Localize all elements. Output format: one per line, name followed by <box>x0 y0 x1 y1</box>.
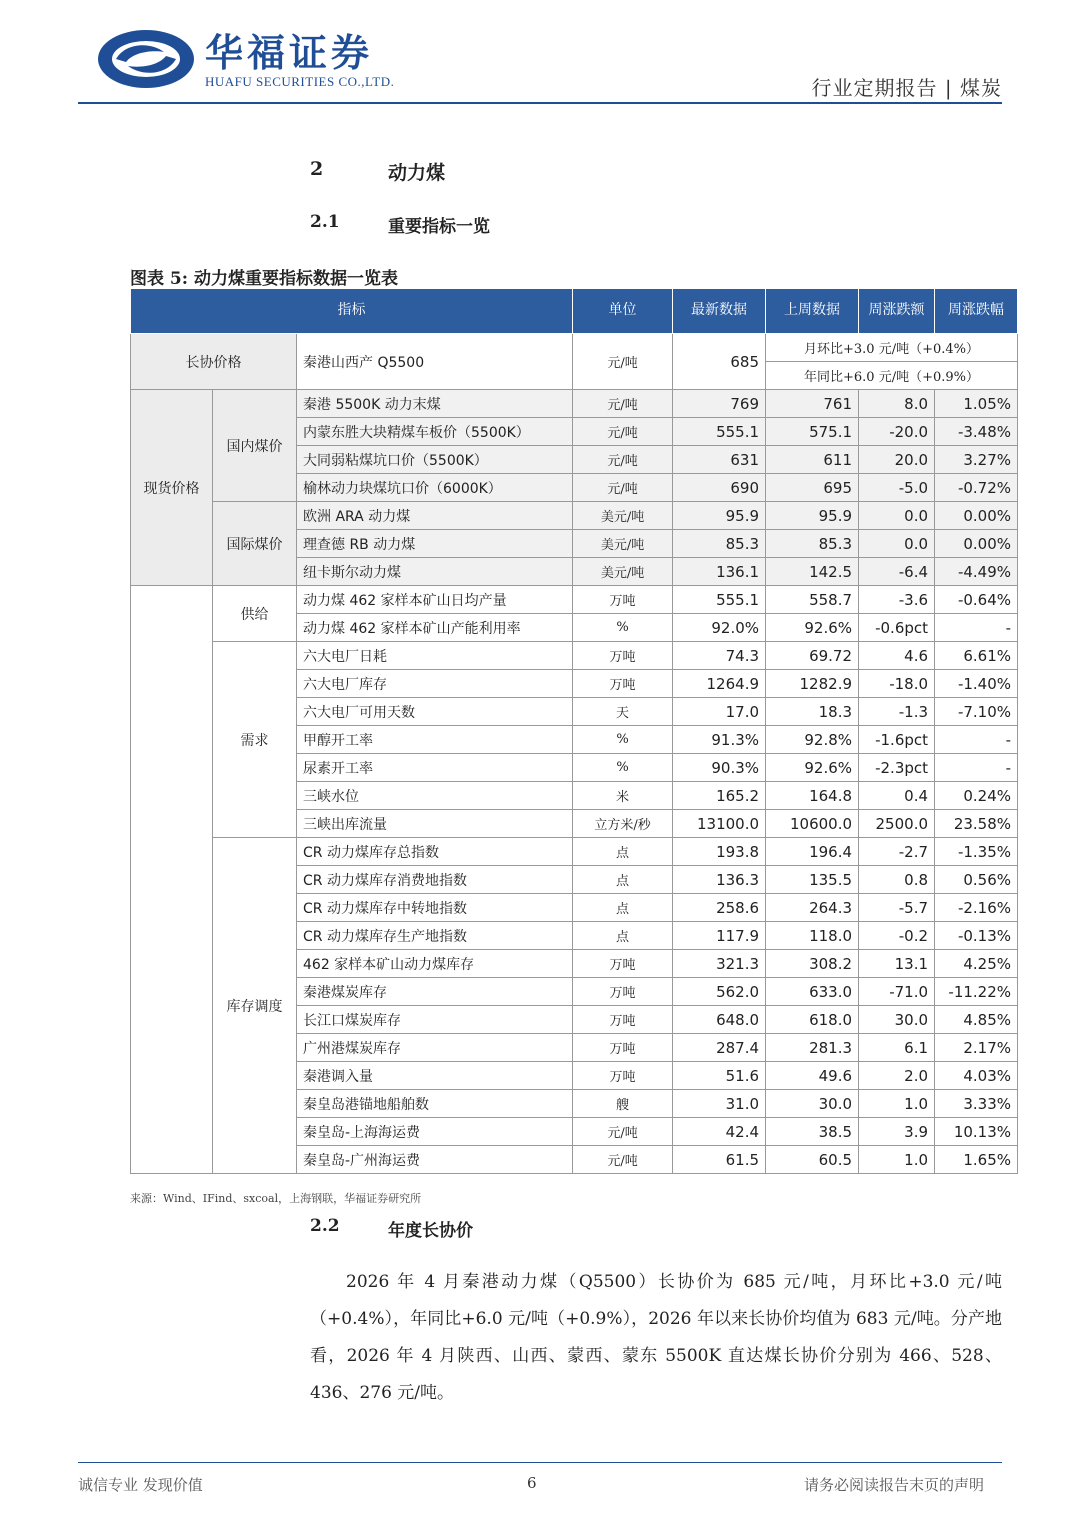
row-latest: 631 <box>673 446 766 474</box>
row-unit: 万吨 <box>573 978 673 1006</box>
row-change: 0.4 <box>859 782 935 810</box>
long-term-mom: 月环比+3.0 元/吨（+0.4%） <box>766 334 1018 362</box>
row-latest: 165.2 <box>673 782 766 810</box>
row-pct: -7.10% <box>935 698 1018 726</box>
long-term-unit: 元/吨 <box>573 334 673 390</box>
table-caption: 图表 5: 动力煤重要指标数据一览表 <box>130 269 398 289</box>
row-change: -1.6pct <box>859 726 935 754</box>
row-pct: -2.16% <box>935 894 1018 922</box>
row-change: 6.1 <box>859 1034 935 1062</box>
row-pct: - <box>935 726 1018 754</box>
row-unit: 万吨 <box>573 1062 673 1090</box>
row-pct: 0.00% <box>935 502 1018 530</box>
row-unit: 元/吨 <box>573 446 673 474</box>
row-unit: % <box>573 754 673 782</box>
row-name: 六大电厂可用天数 <box>297 698 573 726</box>
row-change: 1.0 <box>859 1090 935 1118</box>
row-name: 长江口煤炭库存 <box>297 1006 573 1034</box>
row-change: -0.2 <box>859 922 935 950</box>
row-latest: 117.9 <box>673 922 766 950</box>
header-divider <box>78 102 1002 104</box>
row-pct: 3.27% <box>935 446 1018 474</box>
section-2-1-number: 2.1 <box>310 212 340 232</box>
category-spot-price: 现货价格 <box>131 390 213 586</box>
page-header <box>0 0 1080 110</box>
row-unit: 美元/吨 <box>573 558 673 586</box>
long-term-yoy: 年同比+6.0 元/吨（+0.9%） <box>766 362 1018 390</box>
row-latest: 321.3 <box>673 950 766 978</box>
row-unit: 美元/吨 <box>573 502 673 530</box>
row-prev: 10600.0 <box>766 810 859 838</box>
row-name: 纽卡斯尔动力煤 <box>297 558 573 586</box>
row-prev: 38.5 <box>766 1118 859 1146</box>
row-pct: 0.24% <box>935 782 1018 810</box>
row-unit: 元/吨 <box>573 1118 673 1146</box>
table-row <box>131 642 1018 670</box>
row-pct: -0.13% <box>935 922 1018 950</box>
row-pct: 4.85% <box>935 1006 1018 1034</box>
row-prev: 118.0 <box>766 922 859 950</box>
row-name: 秦港 5500K 动力末煤 <box>297 390 573 418</box>
row-latest: 42.4 <box>673 1118 766 1146</box>
subcategory-international: 国际煤价 <box>213 502 297 586</box>
row-name: 大同弱粘煤坑口价（5500K） <box>297 446 573 474</box>
row-change: -5.7 <box>859 894 935 922</box>
logo-cn-text: 华福证券 <box>205 31 374 75</box>
row-prev: 281.3 <box>766 1034 859 1062</box>
row-unit: 万吨 <box>573 642 673 670</box>
row-prev: 308.2 <box>766 950 859 978</box>
category-blank <box>131 586 213 1174</box>
row-change: 0.0 <box>859 530 935 558</box>
row-change: -71.0 <box>859 978 935 1006</box>
row-pct: 0.00% <box>935 530 1018 558</box>
row-name: 内蒙东胜大块精煤车板价（5500K） <box>297 418 573 446</box>
table-header-row <box>131 289 1018 334</box>
row-unit: 万吨 <box>573 950 673 978</box>
row-change: -3.6 <box>859 586 935 614</box>
row-name: CR 动力煤库存总指数 <box>297 838 573 866</box>
source-note: 来源：Wind、IFind、sxcoal，上海钢联，华福证券研究所 <box>130 1192 422 1205</box>
row-unit: 万吨 <box>573 1006 673 1034</box>
row-latest: 136.3 <box>673 866 766 894</box>
row-prev: 1282.9 <box>766 670 859 698</box>
row-name: 欧洲 ARA 动力煤 <box>297 502 573 530</box>
row-pct: 1.65% <box>935 1146 1018 1174</box>
row-change: -0.6pct <box>859 614 935 642</box>
row-prev: 618.0 <box>766 1006 859 1034</box>
row-change: 4.6 <box>859 642 935 670</box>
row-change: 30.0 <box>859 1006 935 1034</box>
row-latest: 193.8 <box>673 838 766 866</box>
subcategory-inventory: 库存调度 <box>213 838 297 1174</box>
footer-divider <box>78 1462 1002 1463</box>
row-latest: 1264.9 <box>673 670 766 698</box>
row-unit: 元/吨 <box>573 1146 673 1174</box>
indicator-table <box>130 288 1018 1174</box>
row-unit: 点 <box>573 866 673 894</box>
row-name: CR 动力煤库存生产地指数 <box>297 922 573 950</box>
table-row <box>131 838 1018 866</box>
row-prev: 92.6% <box>766 614 859 642</box>
row-prev: 761 <box>766 390 859 418</box>
row-prev: 264.3 <box>766 894 859 922</box>
row-name: 三峡出库流量 <box>297 810 573 838</box>
row-unit: 天 <box>573 698 673 726</box>
row-pct: -11.22% <box>935 978 1018 1006</box>
row-latest: 91.3% <box>673 726 766 754</box>
row-change: 2500.0 <box>859 810 935 838</box>
footer-disclaimer: 请务必阅读报告末页的声明 <box>803 1476 984 1494</box>
row-latest: 17.0 <box>673 698 766 726</box>
row-pct: 0.56% <box>935 866 1018 894</box>
row-name: 462 家样本矿山动力煤库存 <box>297 950 573 978</box>
row-pct: - <box>935 614 1018 642</box>
row-change: 3.9 <box>859 1118 935 1146</box>
table-row <box>131 502 1018 530</box>
row-change: 1.0 <box>859 1146 935 1174</box>
row-latest: 92.0% <box>673 614 766 642</box>
row-name: CR 动力煤库存中转地指数 <box>297 894 573 922</box>
row-unit: 万吨 <box>573 586 673 614</box>
row-unit: 立方米/秒 <box>573 810 673 838</box>
row-name: 秦皇岛港锚地船舶数 <box>297 1090 573 1118</box>
row-pct: -0.64% <box>935 586 1018 614</box>
row-name: 广州港煤炭库存 <box>297 1034 573 1062</box>
row-prev: 92.8% <box>766 726 859 754</box>
row-prev: 18.3 <box>766 698 859 726</box>
logo-en-text: HUAFU SECURITIES CO.,LTD. <box>205 74 395 89</box>
row-change: 8.0 <box>859 390 935 418</box>
row-name: CR 动力煤库存消费地指数 <box>297 866 573 894</box>
row-name: 尿素开工率 <box>297 754 573 782</box>
row-change: -5.0 <box>859 474 935 502</box>
row-prev: 196.4 <box>766 838 859 866</box>
row-unit: % <box>573 614 673 642</box>
row-prev: 558.7 <box>766 586 859 614</box>
row-latest: 287.4 <box>673 1034 766 1062</box>
header-pct: 周涨跌幅 <box>935 289 1018 334</box>
row-name: 秦皇岛-广州海运费 <box>297 1146 573 1174</box>
row-prev: 69.72 <box>766 642 859 670</box>
row-latest: 51.6 <box>673 1062 766 1090</box>
row-pct: 6.61% <box>935 642 1018 670</box>
row-prev: 30.0 <box>766 1090 859 1118</box>
row-latest: 648.0 <box>673 1006 766 1034</box>
footer-slogan: 诚信专业 发现价值 <box>78 1476 203 1494</box>
row-prev: 92.6% <box>766 754 859 782</box>
category-long-term: 长协价格 <box>131 334 297 390</box>
table-row <box>131 334 1018 362</box>
row-prev: 95.9 <box>766 502 859 530</box>
row-name: 六大电厂库存 <box>297 670 573 698</box>
row-latest: 136.1 <box>673 558 766 586</box>
row-prev: 611 <box>766 446 859 474</box>
row-name: 甲醇开工率 <box>297 726 573 754</box>
subcategory-demand: 需求 <box>213 642 297 838</box>
row-latest: 555.1 <box>673 418 766 446</box>
table-row <box>131 586 1018 614</box>
row-unit: 元/吨 <box>573 474 673 502</box>
row-change: -20.0 <box>859 418 935 446</box>
row-latest: 258.6 <box>673 894 766 922</box>
row-name: 动力煤 462 家样本矿山日均产量 <box>297 586 573 614</box>
row-pct: 3.33% <box>935 1090 1018 1118</box>
row-prev: 695 <box>766 474 859 502</box>
row-name: 榆林动力块煤坑口价（6000K） <box>297 474 573 502</box>
page-number: 6 <box>527 1474 537 1492</box>
row-unit: 点 <box>573 838 673 866</box>
row-latest: 74.3 <box>673 642 766 670</box>
row-pct: 2.17% <box>935 1034 1018 1062</box>
long-term-latest: 685 <box>673 334 766 390</box>
row-unit: 美元/吨 <box>573 530 673 558</box>
row-prev: 164.8 <box>766 782 859 810</box>
row-prev: 633.0 <box>766 978 859 1006</box>
report-type: 行业定期报告 | 煤炭 <box>811 76 1002 100</box>
subcategory-supply: 供给 <box>213 586 297 642</box>
header-latest: 最新数据 <box>673 289 766 334</box>
row-prev: 142.5 <box>766 558 859 586</box>
row-pct: -4.49% <box>935 558 1018 586</box>
section-2-2-number: 2.2 <box>310 1216 340 1236</box>
row-change: -2.3pct <box>859 754 935 782</box>
row-name: 秦港调入量 <box>297 1062 573 1090</box>
huafu-logo-icon <box>96 28 196 90</box>
row-pct: 4.03% <box>935 1062 1018 1090</box>
row-latest: 31.0 <box>673 1090 766 1118</box>
row-unit: 艘 <box>573 1090 673 1118</box>
row-prev: 135.5 <box>766 866 859 894</box>
row-pct: -3.48% <box>935 418 1018 446</box>
header-unit: 单位 <box>573 289 673 334</box>
subcategory-domestic: 国内煤价 <box>213 390 297 502</box>
row-latest: 562.0 <box>673 978 766 1006</box>
row-unit: 点 <box>573 922 673 950</box>
row-latest: 690 <box>673 474 766 502</box>
row-change: -2.7 <box>859 838 935 866</box>
row-name: 动力煤 462 家样本矿山产能利用率 <box>297 614 573 642</box>
row-name: 三峡水位 <box>297 782 573 810</box>
row-change: -18.0 <box>859 670 935 698</box>
row-change: 0.8 <box>859 866 935 894</box>
row-name: 六大电厂日耗 <box>297 642 573 670</box>
row-pct: 1.05% <box>935 390 1018 418</box>
row-latest: 13100.0 <box>673 810 766 838</box>
section-2-title: 动力煤 <box>388 162 446 184</box>
section-2-number: 2 <box>310 158 324 180</box>
row-unit: 万吨 <box>573 1034 673 1062</box>
header-chg: 周涨跌额 <box>859 289 935 334</box>
row-pct: -1.40% <box>935 670 1018 698</box>
row-pct: 10.13% <box>935 1118 1018 1146</box>
row-unit: % <box>573 726 673 754</box>
row-prev: 60.5 <box>766 1146 859 1174</box>
row-pct: 23.58% <box>935 810 1018 838</box>
section-2-1-title: 重要指标一览 <box>388 217 490 237</box>
header-prev: 上周数据 <box>766 289 859 334</box>
header-indicator: 指标 <box>131 289 573 334</box>
row-latest: 61.5 <box>673 1146 766 1174</box>
row-pct: - <box>935 754 1018 782</box>
row-unit: 元/吨 <box>573 418 673 446</box>
row-change: 20.0 <box>859 446 935 474</box>
row-name: 理查德 RB 动力煤 <box>297 530 573 558</box>
row-change: 0.0 <box>859 502 935 530</box>
row-name: 秦港煤炭库存 <box>297 978 573 1006</box>
row-latest: 769 <box>673 390 766 418</box>
section-2-2-title: 年度长协价 <box>388 1221 473 1241</box>
row-prev: 49.6 <box>766 1062 859 1090</box>
row-change: 2.0 <box>859 1062 935 1090</box>
row-latest: 85.3 <box>673 530 766 558</box>
row-pct: -0.72% <box>935 474 1018 502</box>
row-change: -1.3 <box>859 698 935 726</box>
row-change: 13.1 <box>859 950 935 978</box>
row-unit: 点 <box>573 894 673 922</box>
row-unit: 万吨 <box>573 670 673 698</box>
row-latest: 95.9 <box>673 502 766 530</box>
row-latest: 90.3% <box>673 754 766 782</box>
row-unit: 元/吨 <box>573 390 673 418</box>
row-change: -6.4 <box>859 558 935 586</box>
table-row <box>131 390 1018 418</box>
body-paragraph: 2026 年 4 月秦港动力煤（Q5500）长协价为 685 元/吨，月环比+3.0 元/吨（+0.4%），年同比+6.0 元/吨（+0.9%），2026 年以来长协价均值为 683 元/吨。分产地看，2026 年 4 月陕西、山西、蒙西、蒙东 5500K 直达煤长协价分别为 466、528、436、276 元/吨。 <box>310 1272 1002 1403</box>
row-prev: 85.3 <box>766 530 859 558</box>
row-pct: 4.25% <box>935 950 1018 978</box>
row-name: 秦皇岛-上海海运费 <box>297 1118 573 1146</box>
row-pct: -1.35% <box>935 838 1018 866</box>
row-unit: 米 <box>573 782 673 810</box>
row-latest: 555.1 <box>673 586 766 614</box>
row-prev: 575.1 <box>766 418 859 446</box>
long-term-name: 秦港山西产 Q5500 <box>297 334 573 390</box>
